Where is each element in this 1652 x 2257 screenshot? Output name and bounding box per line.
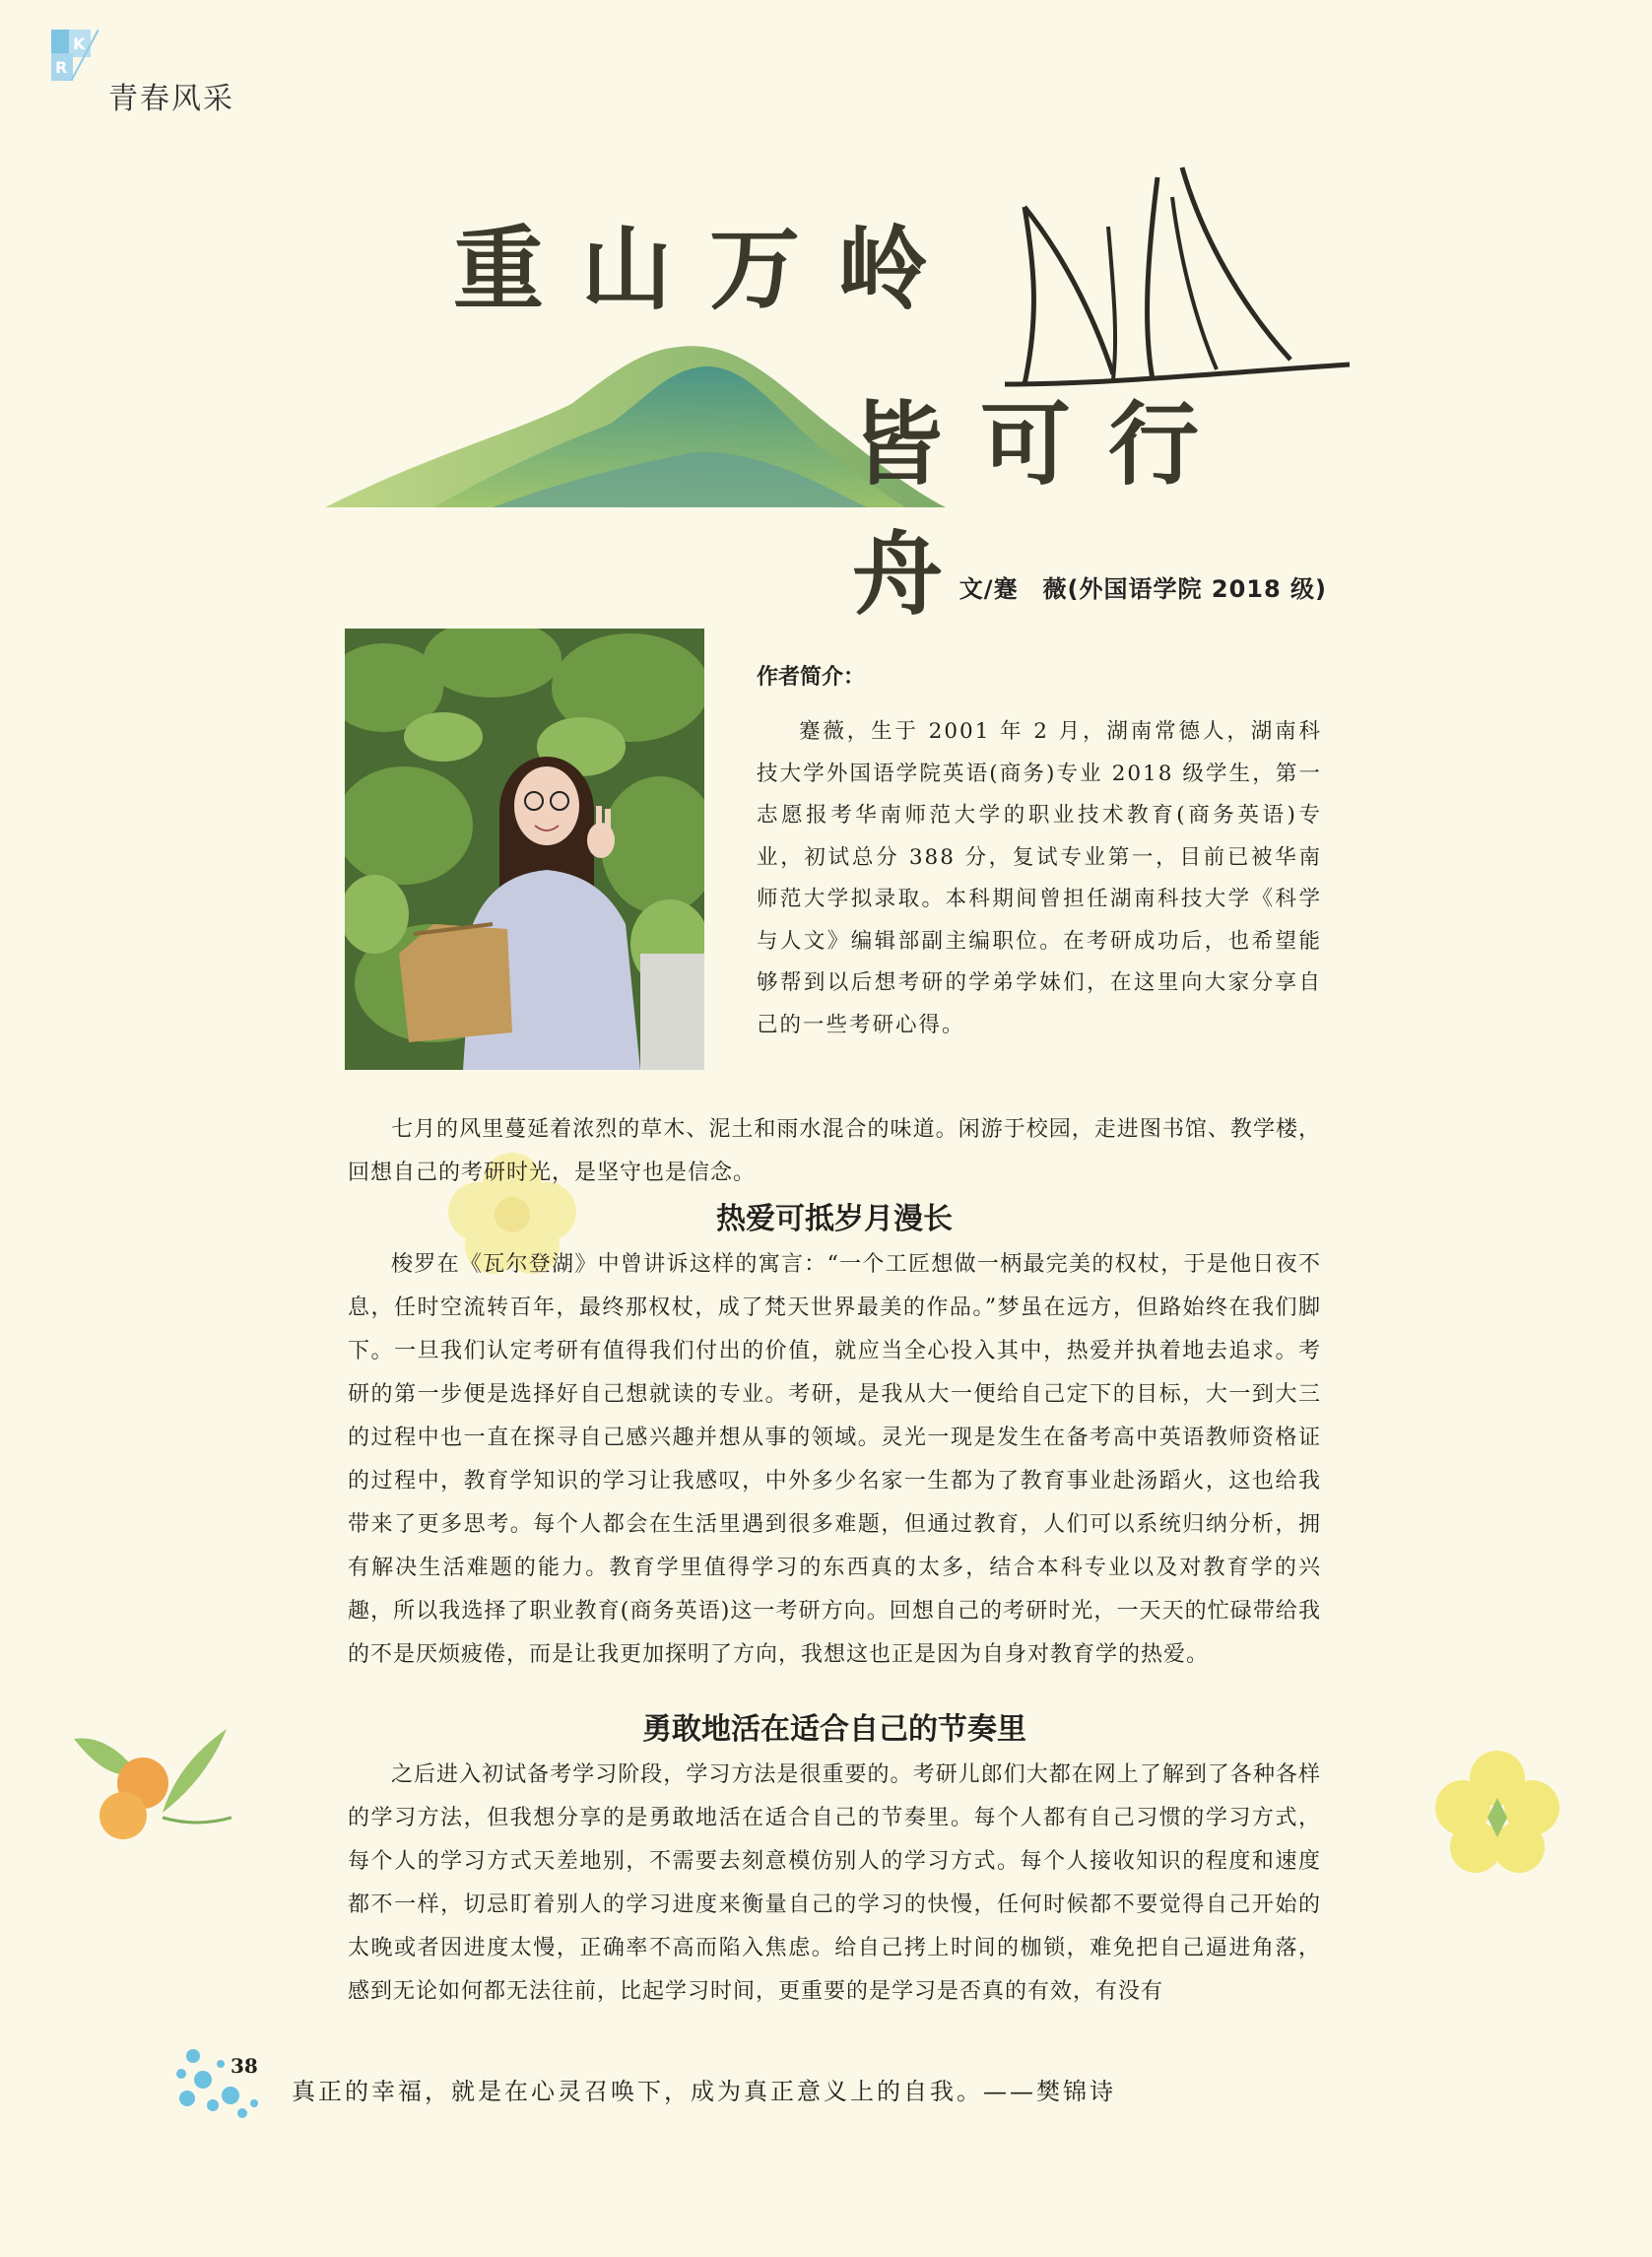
section-label: 青春风采	[108, 82, 234, 116]
title-line-2: 皆可行舟	[852, 391, 1237, 628]
page-number: 38	[231, 2054, 258, 2078]
title-line-1: 重山万岭	[453, 216, 966, 322]
author-photo	[345, 629, 704, 1070]
section-paragraph-2: 之后进入初试备考学习阶段，学习方法是很重要的。考研儿郎们大都在网上了解到了各种各样的学习方法，但我想分享的是勇敢地活在适合自己的节奏里。每个人都有自己习惯的学习方式，每个人的学习方式天差地别，不需要去刻意模仿别人的学习方式。每个人接收知识的程度和速度都不一样，切忌盯着别人的学习进度来衡量自己的学习的快慢，任何时候都不要觉得自己开始的太晚或者因进度太慢，正确率不高而陷入焦虑。给自己拷上时间的枷锁，难免把自己逼进角落，感到无论如何都无法往前，比起学习时间，更重要的是学习是否真的有效，有没有	[348, 1762, 1321, 2004]
intro-paragraph: 七月的风里蔓延着浓烈的草木、泥土和雨水混合的味道。闲游于校园，走进图书馆、教学楼，回想自己的考研时光，是坚守也是信念。	[348, 1117, 1321, 1185]
byline: 文/蹇 薇(外国语学院 2018 级)	[958, 575, 1327, 603]
section-paragraph-1: 梭罗在《瓦尔登湖》中曾讲诉这样的寓言：“一个工匠想做一柄最完美的权杖，于是他日夜不息，任时空流转百年，最终那权杖，成了梵天世界最美的作品。”梦虽在远方，但路始终在我们脚下。一旦我们认定考研有值得我们付出的价值，就应当全心投入其中，热爱并执着地去追求。考研的第一步便是选择好自己想就读的专业。考研，是我从大一便给自己定下的目标，大一到大三的过程中也一直在探寻自己感兴趣并想从事的领域。灵光一现是发生在备考高中英语教师资格证的过程中，教育学知识的学习让我感叹，中外多少名家一生都为了教育事业赴汤蹈火，这也给我带来了更多思考。每个人都会在生活里遇到很多难题，但通过教育，人们可以系统归纳分析，拥有解决生活难题的能力。教育学里值得学习的东西真的太多，结合本科专业以及对教育学的兴趣，所以我选择了职业教育(商务英语)这一考研方向。回想自己的考研时光，一天天的忙碌带给我的不是厌烦疲倦，而是让我更加探明了方向，我想这也正是因为自身对教育学的热爱。	[348, 1252, 1321, 1667]
section-heading-1: 热爱可抵岁月漫长	[716, 1202, 953, 1236]
kr-logo-icon	[51, 30, 99, 81]
svg-text:K: K	[73, 34, 86, 53]
section-heading-2: 勇敢地活在适合自己的节奏里	[642, 1712, 1026, 1747]
svg-text:R: R	[55, 58, 68, 77]
flower-decoration-icon-right	[1428, 1749, 1566, 1887]
bio-heading: 作者简介：	[757, 665, 866, 690]
footer-quote: 真正的幸福，就是在心灵召唤下，成为真正意义上的自我。——樊锦诗	[292, 2078, 1116, 2105]
fruit-decoration-icon	[69, 1729, 231, 1847]
bio-text: 蹇薇，生于 2001 年 2 月，湖南常德人，湖南科技大学外国语学院英语(商务)专业 2018 级学生，第一志愿报考华南师范大学的职业技术教育(商务英语)专业，初试总分 388 分，复试专业第一，目前已被华南师范大学拟录取。本科期间曾担任湖南科技大学《科学与人文》编辑部副主编职位。在考研成功后，也希望能够帮到以后想考研的学弟学妹们，在这里向大家分享自己的一些考研心得。	[757, 719, 1322, 1037]
